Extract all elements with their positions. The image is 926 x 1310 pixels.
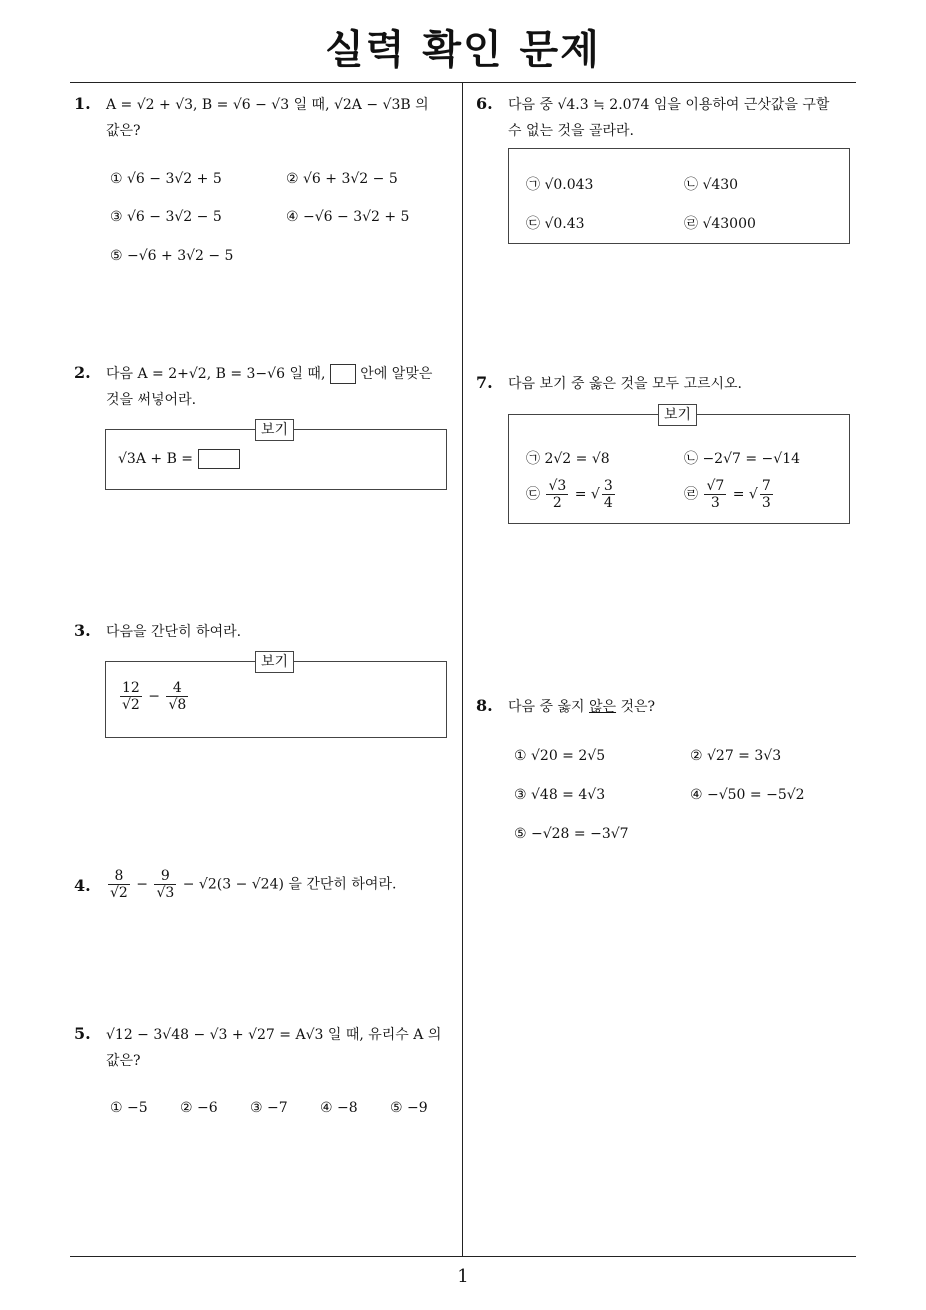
option-mark: ㉢ bbox=[526, 486, 540, 503]
answer-option[interactable]: ⑤ −√6 + 3√2 − 5 bbox=[110, 248, 234, 264]
answer-option[interactable]: ㉡ −2√7 = −√14 bbox=[684, 451, 801, 467]
question-text-part: − √2(3 − √24) 을 간단히 하여라. bbox=[182, 876, 397, 893]
question-text: 값은? bbox=[106, 1053, 141, 1069]
question-text-part: 안에 알맞은 bbox=[360, 366, 433, 382]
denominator: 2 bbox=[552, 495, 562, 511]
fraction bbox=[546, 478, 568, 511]
question-text bbox=[508, 696, 655, 716]
operator: = √ bbox=[574, 486, 600, 503]
operator: − bbox=[136, 876, 149, 893]
answer-blank bbox=[330, 364, 356, 384]
fraction bbox=[154, 868, 176, 901]
denominator: 3 bbox=[761, 495, 771, 511]
answer-option[interactable]: ③ √48 = 4√3 bbox=[514, 787, 606, 803]
answer-option[interactable]: ② √27 = 3√3 bbox=[690, 748, 782, 764]
denominator: √3 bbox=[156, 885, 175, 901]
numerator: 4 bbox=[166, 680, 188, 697]
fraction bbox=[108, 868, 130, 901]
answer-option[interactable]: ③ √6 − 3√2 − 5 bbox=[110, 209, 222, 225]
operator: − bbox=[148, 688, 161, 705]
question-number: 6. bbox=[476, 94, 493, 113]
question-text-part: 다음 중 옳지 bbox=[508, 699, 589, 715]
answer-option[interactable]: ㉠ √0.043 bbox=[526, 177, 594, 193]
question-text: 다음을 간단히 하여라. bbox=[106, 624, 242, 640]
question-text: 다음 보기 중 옳은 것을 모두 고르시오. bbox=[508, 376, 743, 392]
answer-option[interactable]: ㉣ √43000 bbox=[684, 216, 756, 232]
column-divider bbox=[462, 83, 463, 1257]
answer-option[interactable]: ④ −√50 = −5√2 bbox=[690, 787, 805, 803]
question-text bbox=[106, 868, 396, 901]
page-number: 1 bbox=[457, 1266, 469, 1287]
page-title: 실력 확인 문제 bbox=[325, 27, 601, 73]
answer-option[interactable]: ㉢ √0.43 bbox=[526, 216, 585, 232]
question-text: 값은? bbox=[106, 123, 141, 139]
answer-option[interactable]: ⑤ −9 bbox=[390, 1100, 428, 1116]
example-expression bbox=[118, 449, 240, 469]
denominator: √2 bbox=[122, 697, 140, 713]
numerator: 3 bbox=[603, 478, 613, 494]
operator: = √ bbox=[732, 486, 758, 503]
answer-option[interactable]: ① −5 bbox=[110, 1100, 148, 1116]
question-number: 3. bbox=[74, 621, 91, 640]
fraction bbox=[602, 478, 615, 511]
question-text-part: 다음 A = 2+√2, B = 3−√6 일 때, bbox=[106, 366, 326, 382]
answer-option[interactable]: ④ −√6 − 3√2 + 5 bbox=[286, 209, 410, 225]
question-number: 4. bbox=[74, 876, 91, 895]
numerator: √7 bbox=[706, 478, 725, 494]
denominator: √2 bbox=[110, 885, 128, 901]
question-number: 2. bbox=[74, 363, 91, 382]
denominator: 4 bbox=[603, 495, 613, 511]
question-text: 다음 중 √4.3 ≒ 2.074 임을 이용하여 근삿값을 구할 bbox=[508, 97, 830, 113]
answer-option[interactable]: ② −6 bbox=[180, 1100, 218, 1116]
example-box-label: 보기 bbox=[658, 404, 697, 426]
answer-option[interactable]: ③ −7 bbox=[250, 1100, 288, 1116]
underlined-word: 않은 bbox=[588, 699, 617, 715]
bottom-rule bbox=[70, 1256, 856, 1257]
example-expression bbox=[118, 680, 190, 713]
question-text: 것을 써넣어라. bbox=[106, 392, 197, 408]
numerator: 7 bbox=[761, 478, 771, 494]
numerator: √3 bbox=[548, 478, 567, 494]
answer-option[interactable]: ② √6 + 3√2 − 5 bbox=[286, 171, 398, 187]
answer-option[interactable]: ④ −8 bbox=[320, 1100, 358, 1116]
question-number: 7. bbox=[476, 373, 493, 392]
question-text bbox=[106, 363, 432, 384]
numerator: 9 bbox=[154, 868, 176, 885]
example-box-label: 보기 bbox=[255, 419, 294, 441]
answer-option[interactable] bbox=[684, 478, 775, 511]
answer-blank bbox=[198, 449, 240, 469]
option-mark: ㉣ bbox=[684, 486, 698, 503]
fraction bbox=[760, 478, 773, 511]
answer-option[interactable]: ㉠ 2√2 = √8 bbox=[526, 451, 610, 467]
question-text: √12 − 3√48 − √3 + √27 = A√3 일 때, 유리수 A 의 bbox=[106, 1027, 442, 1043]
question-number: 8. bbox=[476, 696, 493, 715]
numerator: 12 bbox=[122, 680, 140, 696]
answer-option[interactable]: ① √6 − 3√2 + 5 bbox=[110, 171, 222, 187]
fraction bbox=[166, 680, 188, 713]
example-box-label: 보기 bbox=[255, 651, 294, 673]
question-number: 1. bbox=[74, 94, 91, 113]
expression-text: √3A + B = bbox=[118, 451, 194, 467]
question-text: A = √2 + √3, B = √6 − √3 일 때, √2A − √3B 의 bbox=[106, 97, 429, 113]
denominator: 3 bbox=[710, 495, 720, 511]
denominator: √8 bbox=[168, 697, 187, 713]
fraction bbox=[120, 680, 142, 713]
numerator: 8 bbox=[108, 868, 130, 885]
fraction bbox=[704, 478, 726, 511]
question-text-part: 것은? bbox=[616, 699, 656, 715]
answer-option[interactable]: ㉡ √430 bbox=[684, 177, 739, 193]
answer-option[interactable] bbox=[526, 478, 617, 511]
top-rule bbox=[70, 82, 856, 83]
question-text: 수 없는 것을 골라라. bbox=[508, 123, 634, 139]
answer-option[interactable]: ① √20 = 2√5 bbox=[514, 748, 606, 764]
answer-option[interactable]: ⑤ −√28 = −3√7 bbox=[514, 826, 629, 842]
question-number: 5. bbox=[74, 1024, 91, 1043]
